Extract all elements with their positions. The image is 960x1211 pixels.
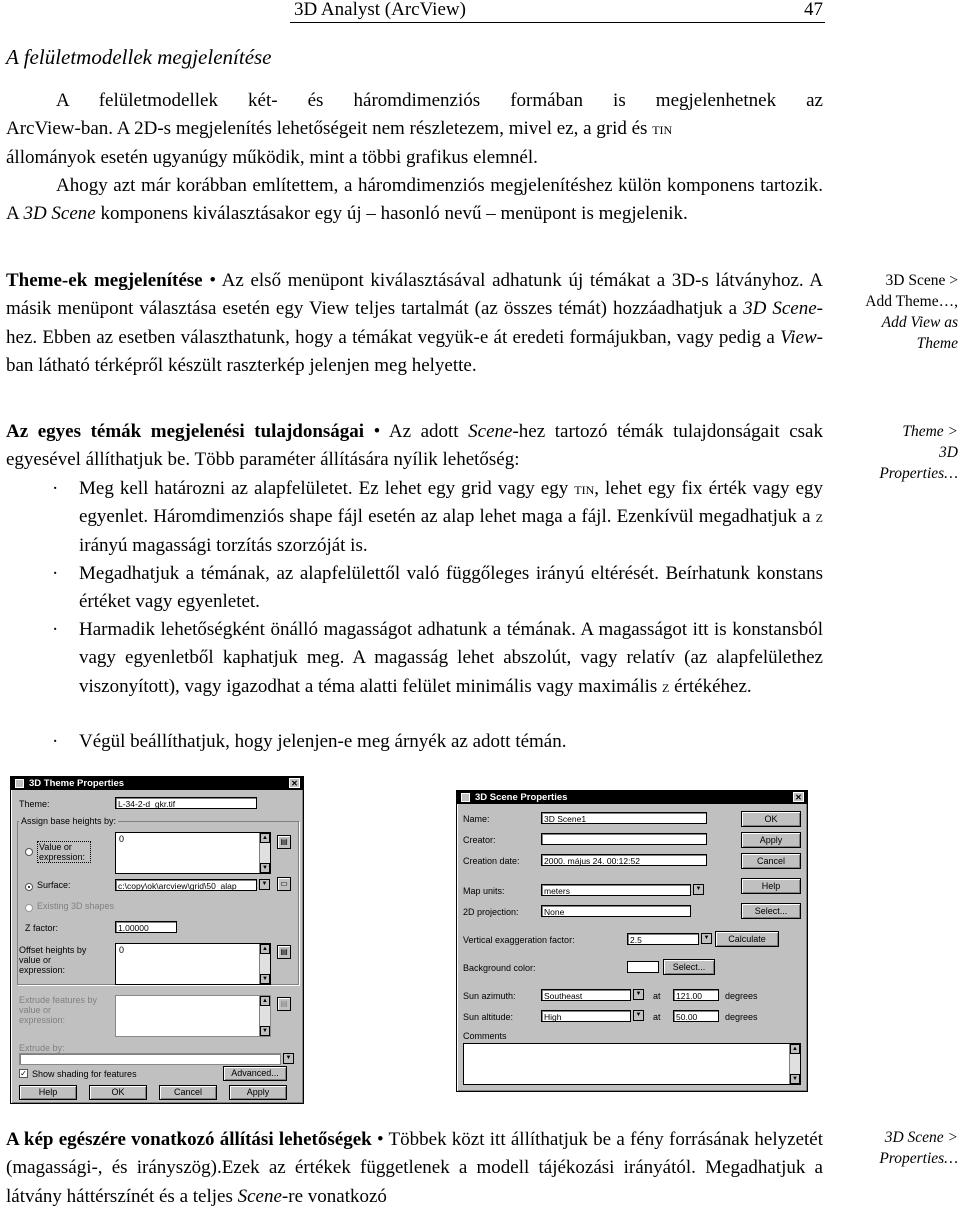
- margin-note-add-theme: [838, 270, 958, 354]
- p3-em-view: View: [780, 326, 817, 348]
- theme-properties-dialog: [10, 776, 304, 1104]
- margin-note-line: Add Theme…,: [865, 293, 958, 310]
- value-scrollbar[interactable]: [259, 833, 270, 873]
- margin-note-line: 3D Scene >: [885, 272, 958, 289]
- paragraph-intro: [6, 87, 823, 172]
- scroll-up-icon[interactable]: ▲: [790, 1044, 800, 1054]
- surface-field[interactable]: c:\copy\ok\arcview\grid\50_alap: [115, 879, 257, 891]
- vertical-exaggeration-label: Vertical exaggeration factor:: [463, 935, 575, 945]
- extrude-by-label: Extrude by:: [19, 1043, 65, 1053]
- margin-note-line: Properties…: [879, 1150, 958, 1167]
- surface-radio[interactable]: [25, 883, 33, 891]
- exaggeration-dropdown-icon[interactable]: ▼: [701, 933, 712, 944]
- background-select-button[interactable]: Select...: [663, 959, 715, 975]
- open-folder-icon[interactable]: ▭: [277, 877, 291, 891]
- offset-expression-area[interactable]: [115, 943, 271, 985]
- value-expression-area[interactable]: [115, 832, 271, 874]
- paragraph-theme-properties: [6, 418, 823, 475]
- vertical-exaggeration-field[interactable]: 2.5: [627, 933, 699, 945]
- offset-label: Offset heights by value or expression:: [19, 945, 87, 975]
- p4-text-a: Az adott: [380, 421, 469, 442]
- creator-label: Creator:: [463, 835, 496, 845]
- bullet-text: Megadhatjuk a témának, az alapfelülettől való függőleges irányú eltérését. Beírhatunk konstans értéket vagy egyenletet.: [79, 563, 823, 613]
- altitude-dropdown-icon[interactable]: ▼: [633, 1010, 644, 1021]
- z-term: z: [662, 676, 670, 696]
- intro-line-3: állományok esetén ugyanúgy működik, mint a többi grafikus elemnél.: [6, 146, 538, 168]
- running-header: [290, 0, 825, 23]
- expression-builder-icon[interactable]: ▤: [277, 945, 291, 959]
- altitude-degrees-label: degrees: [725, 1012, 758, 1022]
- scroll-down-icon[interactable]: ▼: [260, 1026, 270, 1036]
- theme-name-field[interactable]: L-34-2-d_gkr.tif: [115, 797, 257, 809]
- existing-shapes-radio[interactable]: [25, 904, 33, 912]
- surface-dropdown-icon[interactable]: ▼: [259, 879, 270, 890]
- projection-select-button[interactable]: Select...: [741, 903, 801, 919]
- comments-label: Comments: [463, 1031, 507, 1041]
- advanced-button[interactable]: Advanced...: [223, 1066, 287, 1081]
- apply-button[interactable]: Apply: [229, 1085, 287, 1100]
- apply-button[interactable]: Apply: [741, 832, 801, 848]
- map-units-field[interactable]: meters: [541, 884, 691, 896]
- altitude-degree-field[interactable]: 50.00: [673, 1010, 719, 1022]
- bullet-dot: ·: [52, 731, 59, 752]
- paragraph-theme-display: [6, 267, 823, 381]
- bullet-item: [6, 728, 823, 756]
- altitude-at-label: at: [653, 1012, 661, 1022]
- p2-text-a: Ahogy azt már korábban említettem, a háromdimenziós megjelenítéshez külön komponens tartozik. A: [6, 175, 823, 225]
- zfactor-label: Z factor:: [25, 923, 59, 933]
- value-expression-text: 0: [119, 834, 125, 844]
- scroll-up-icon[interactable]: ▲: [260, 996, 270, 1006]
- offset-scrollbar[interactable]: [259, 944, 270, 984]
- margin-note-line: 3D: [939, 444, 958, 461]
- ok-button[interactable]: OK: [741, 811, 801, 827]
- margin-note-line: 3D Scene >: [884, 1129, 958, 1146]
- intro-line-2-text: ArcView-ban. A 2D-s megjelenítés lehetőségeit nem részletezem, mivel ez, a grid és: [6, 118, 653, 140]
- creation-date-label: Creation date:: [463, 856, 520, 866]
- scroll-down-icon[interactable]: ▼: [790, 1074, 800, 1084]
- margin-note-line: Properties…: [879, 465, 958, 482]
- scroll-down-icon[interactable]: ▼: [260, 863, 270, 873]
- extrude-by-field[interactable]: [19, 1053, 281, 1065]
- p5-text-a: Többek közt itt állíthatjuk be a fény forrásának helyzetét (magassági-, és irányszög).Ezek az értékek függetlenek a modell tájékozási irányától. Megadhatjuk a látvány háttérszínét és a teljes: [6, 1129, 823, 1207]
- margin-note-line: Theme: [916, 335, 958, 352]
- close-icon[interactable]: ✕: [793, 792, 804, 802]
- dialog-titlebar: [11, 777, 303, 790]
- p3-text-b: -hez. Ebben az esetben választhatunk, hogy a témákat vegyük-e át eredeti formájukban, vagy pedig a: [6, 298, 823, 348]
- dialog-titlebar: [457, 791, 807, 804]
- azimuth-at-label: at: [653, 991, 661, 1001]
- close-icon[interactable]: ✕: [289, 778, 300, 788]
- bullet-text-c: irányú magassági torzítás szorzóját is.: [79, 534, 368, 556]
- cancel-button[interactable]: Cancel: [741, 853, 801, 869]
- intro-line-2: [6, 115, 823, 143]
- p2-em-3d-scene: 3D Scene: [23, 203, 96, 225]
- p2-text-b: komponens kiválasztásakor egy új – hasonló nevű – menüpont is megjelenik.: [95, 203, 688, 225]
- extrude-by-dropdown-icon[interactable]: ▼: [283, 1053, 294, 1064]
- bullet-item: [6, 475, 823, 560]
- extrude-expression-area[interactable]: [115, 995, 271, 1037]
- cancel-button[interactable]: Cancel: [159, 1085, 217, 1100]
- z-term: z: [815, 507, 823, 527]
- map-units-label: Map units:: [463, 886, 505, 896]
- scroll-up-icon[interactable]: ▲: [260, 833, 270, 843]
- bullet-dot: ·: [52, 478, 59, 499]
- bullet-text-a: Harmadik lehetőségként önálló magasságot adhatunk a témának. A magasságot itt is konstansból vagy egyenletből kaphatjuk meg. A magasság lehet abszolút, vagy relatív (az alapfelülethez viszonyított), vagy igazodhat a téma alatti felület minimális vagy maximális: [79, 619, 823, 697]
- margin-note-line: Add View as: [881, 314, 958, 331]
- p4-em-scene: Scene: [468, 421, 513, 442]
- p3-text-c: -ban látható térképről készült raszterkép jelenjen meg helyette.: [6, 326, 823, 377]
- p4-text-b: -hez tartozó témák tulajdonságait csak egyesével állíthatjuk be. Több paraméter állítására nyílik lehetőség:: [6, 421, 823, 471]
- scroll-down-icon[interactable]: ▼: [260, 974, 270, 984]
- bullet-text-a: Meg kell határozni az alapfelületet. Ez lehet egy grid vagy egy: [79, 478, 575, 499]
- p5-text-b: -re vonatkozó: [281, 1185, 387, 1207]
- bullet-text: [79, 616, 823, 701]
- sun-altitude-field[interactable]: High: [541, 1010, 631, 1022]
- bullet-dot: ·: [52, 619, 59, 640]
- p5-bullet: •: [371, 1129, 384, 1150]
- margin-note-line: Theme >: [902, 423, 958, 440]
- expression-builder-icon[interactable]: ▤: [277, 997, 291, 1011]
- extrude-scrollbar[interactable]: [259, 996, 270, 1036]
- projection-label: 2D projection:: [463, 907, 519, 917]
- p3-heading: Theme-ek megjelenítése: [6, 270, 203, 291]
- bullet-text-b: , lehet egy fix érték vagy egy egyenlet. Háromdimenziós shape fájl esetén az alap lehet maga a fájl. Ezenkívül megadhatjuk a: [79, 478, 823, 528]
- p4-heading: Az egyes témák megjelenési tulajdonságai: [6, 421, 365, 442]
- bullet-dot: ·: [52, 563, 59, 584]
- comments-area[interactable]: [463, 1043, 801, 1085]
- bullet-text-b: értékéhez.: [669, 675, 752, 697]
- azimuth-dropdown-icon[interactable]: ▼: [633, 989, 644, 1000]
- help-button[interactable]: Help: [19, 1085, 77, 1100]
- assign-group-label: Assign base heights by:: [21, 816, 117, 826]
- scene-properties-dialog: [456, 790, 808, 1092]
- name-label: Name:: [463, 814, 490, 824]
- background-color-label: Background color:: [463, 963, 536, 973]
- margin-note-scene-props: [838, 1127, 958, 1169]
- calculate-button[interactable]: Calculate: [715, 931, 779, 947]
- sun-altitude-label: Sun altitude:: [463, 1012, 514, 1022]
- p5-em-scene: Scene: [237, 1185, 282, 1207]
- offset-expression-text: 0: [119, 945, 125, 955]
- shading-label: Show shading for features: [32, 1069, 137, 1079]
- shading-checkbox[interactable]: ✓: [20, 1069, 27, 1078]
- paragraph-3d-scene: [6, 172, 823, 229]
- bullet-text: [79, 475, 823, 560]
- header-title: 3D Analyst (ArcView): [294, 0, 466, 20]
- expression-builder-icon[interactable]: ▤: [277, 835, 291, 849]
- tin-term: tin: [652, 119, 673, 139]
- value-radio[interactable]: [25, 848, 33, 856]
- bullet-text: Végül beállíthatjuk, hogy jelenjen-e meg árnyék az adott témán.: [79, 731, 567, 752]
- sun-azimuth-field[interactable]: Southeast: [541, 989, 631, 1001]
- surface-label: Surface:: [37, 880, 71, 890]
- page-number: 47: [804, 0, 823, 20]
- creation-date-field[interactable]: 2000. május 24. 00:12:52: [541, 854, 707, 866]
- bullet-item: [6, 616, 823, 701]
- paragraph-scene-settings: [6, 1126, 823, 1211]
- name-field[interactable]: 3D Scene1: [541, 812, 707, 824]
- projection-field[interactable]: None: [541, 905, 691, 917]
- existing-shapes-label: Existing 3D shapes: [37, 901, 115, 911]
- background-color-swatch[interactable]: [627, 961, 659, 973]
- creator-field[interactable]: [541, 833, 707, 845]
- p3-text-a: Az első menüpont kiválasztásával adhatunk új témákat a 3D-s látványhoz. A másik menüpont választása esetén egy View teljes tartalmát (az összes témát) hozzáadhatjuk a: [6, 270, 823, 320]
- margin-note-theme-props: [838, 421, 958, 484]
- extrude-label: Extrude features by value or expression:: [19, 995, 98, 1025]
- p3-bullet: •: [202, 270, 216, 291]
- azimuth-degree-field[interactable]: 121.00: [673, 989, 719, 1001]
- p4-bullet: •: [364, 421, 381, 442]
- section-title: A felületmodellek megjelenítése: [6, 45, 272, 69]
- tin-term: tin: [574, 479, 595, 498]
- bullet-item: [6, 560, 823, 617]
- value-option-label: Value or expression:: [37, 841, 91, 863]
- dialog-title: 3D Scene Properties: [475, 792, 568, 803]
- comments-scrollbar[interactable]: [789, 1044, 800, 1084]
- theme-label: Theme:: [19, 799, 50, 809]
- sun-azimuth-label: Sun azimuth:: [463, 991, 516, 1001]
- azimuth-degrees-label: degrees: [725, 991, 758, 1001]
- help-button[interactable]: Help: [741, 878, 801, 894]
- zfactor-field[interactable]: 1.00000: [115, 921, 177, 933]
- p5-heading: A kép egészére vonatkozó állítási lehetőségek: [6, 1129, 372, 1150]
- p3-em-scene: 3D Scene: [743, 298, 817, 320]
- dialog-title: 3D Theme Properties: [29, 778, 125, 789]
- intro-line-1: A felületmodellek két- és háromdimenziós formában is megjelenhetnek az: [56, 90, 823, 111]
- scroll-up-icon[interactable]: ▲: [260, 944, 270, 954]
- map-units-dropdown-icon[interactable]: ▼: [693, 884, 704, 895]
- ok-button[interactable]: OK: [89, 1085, 147, 1100]
